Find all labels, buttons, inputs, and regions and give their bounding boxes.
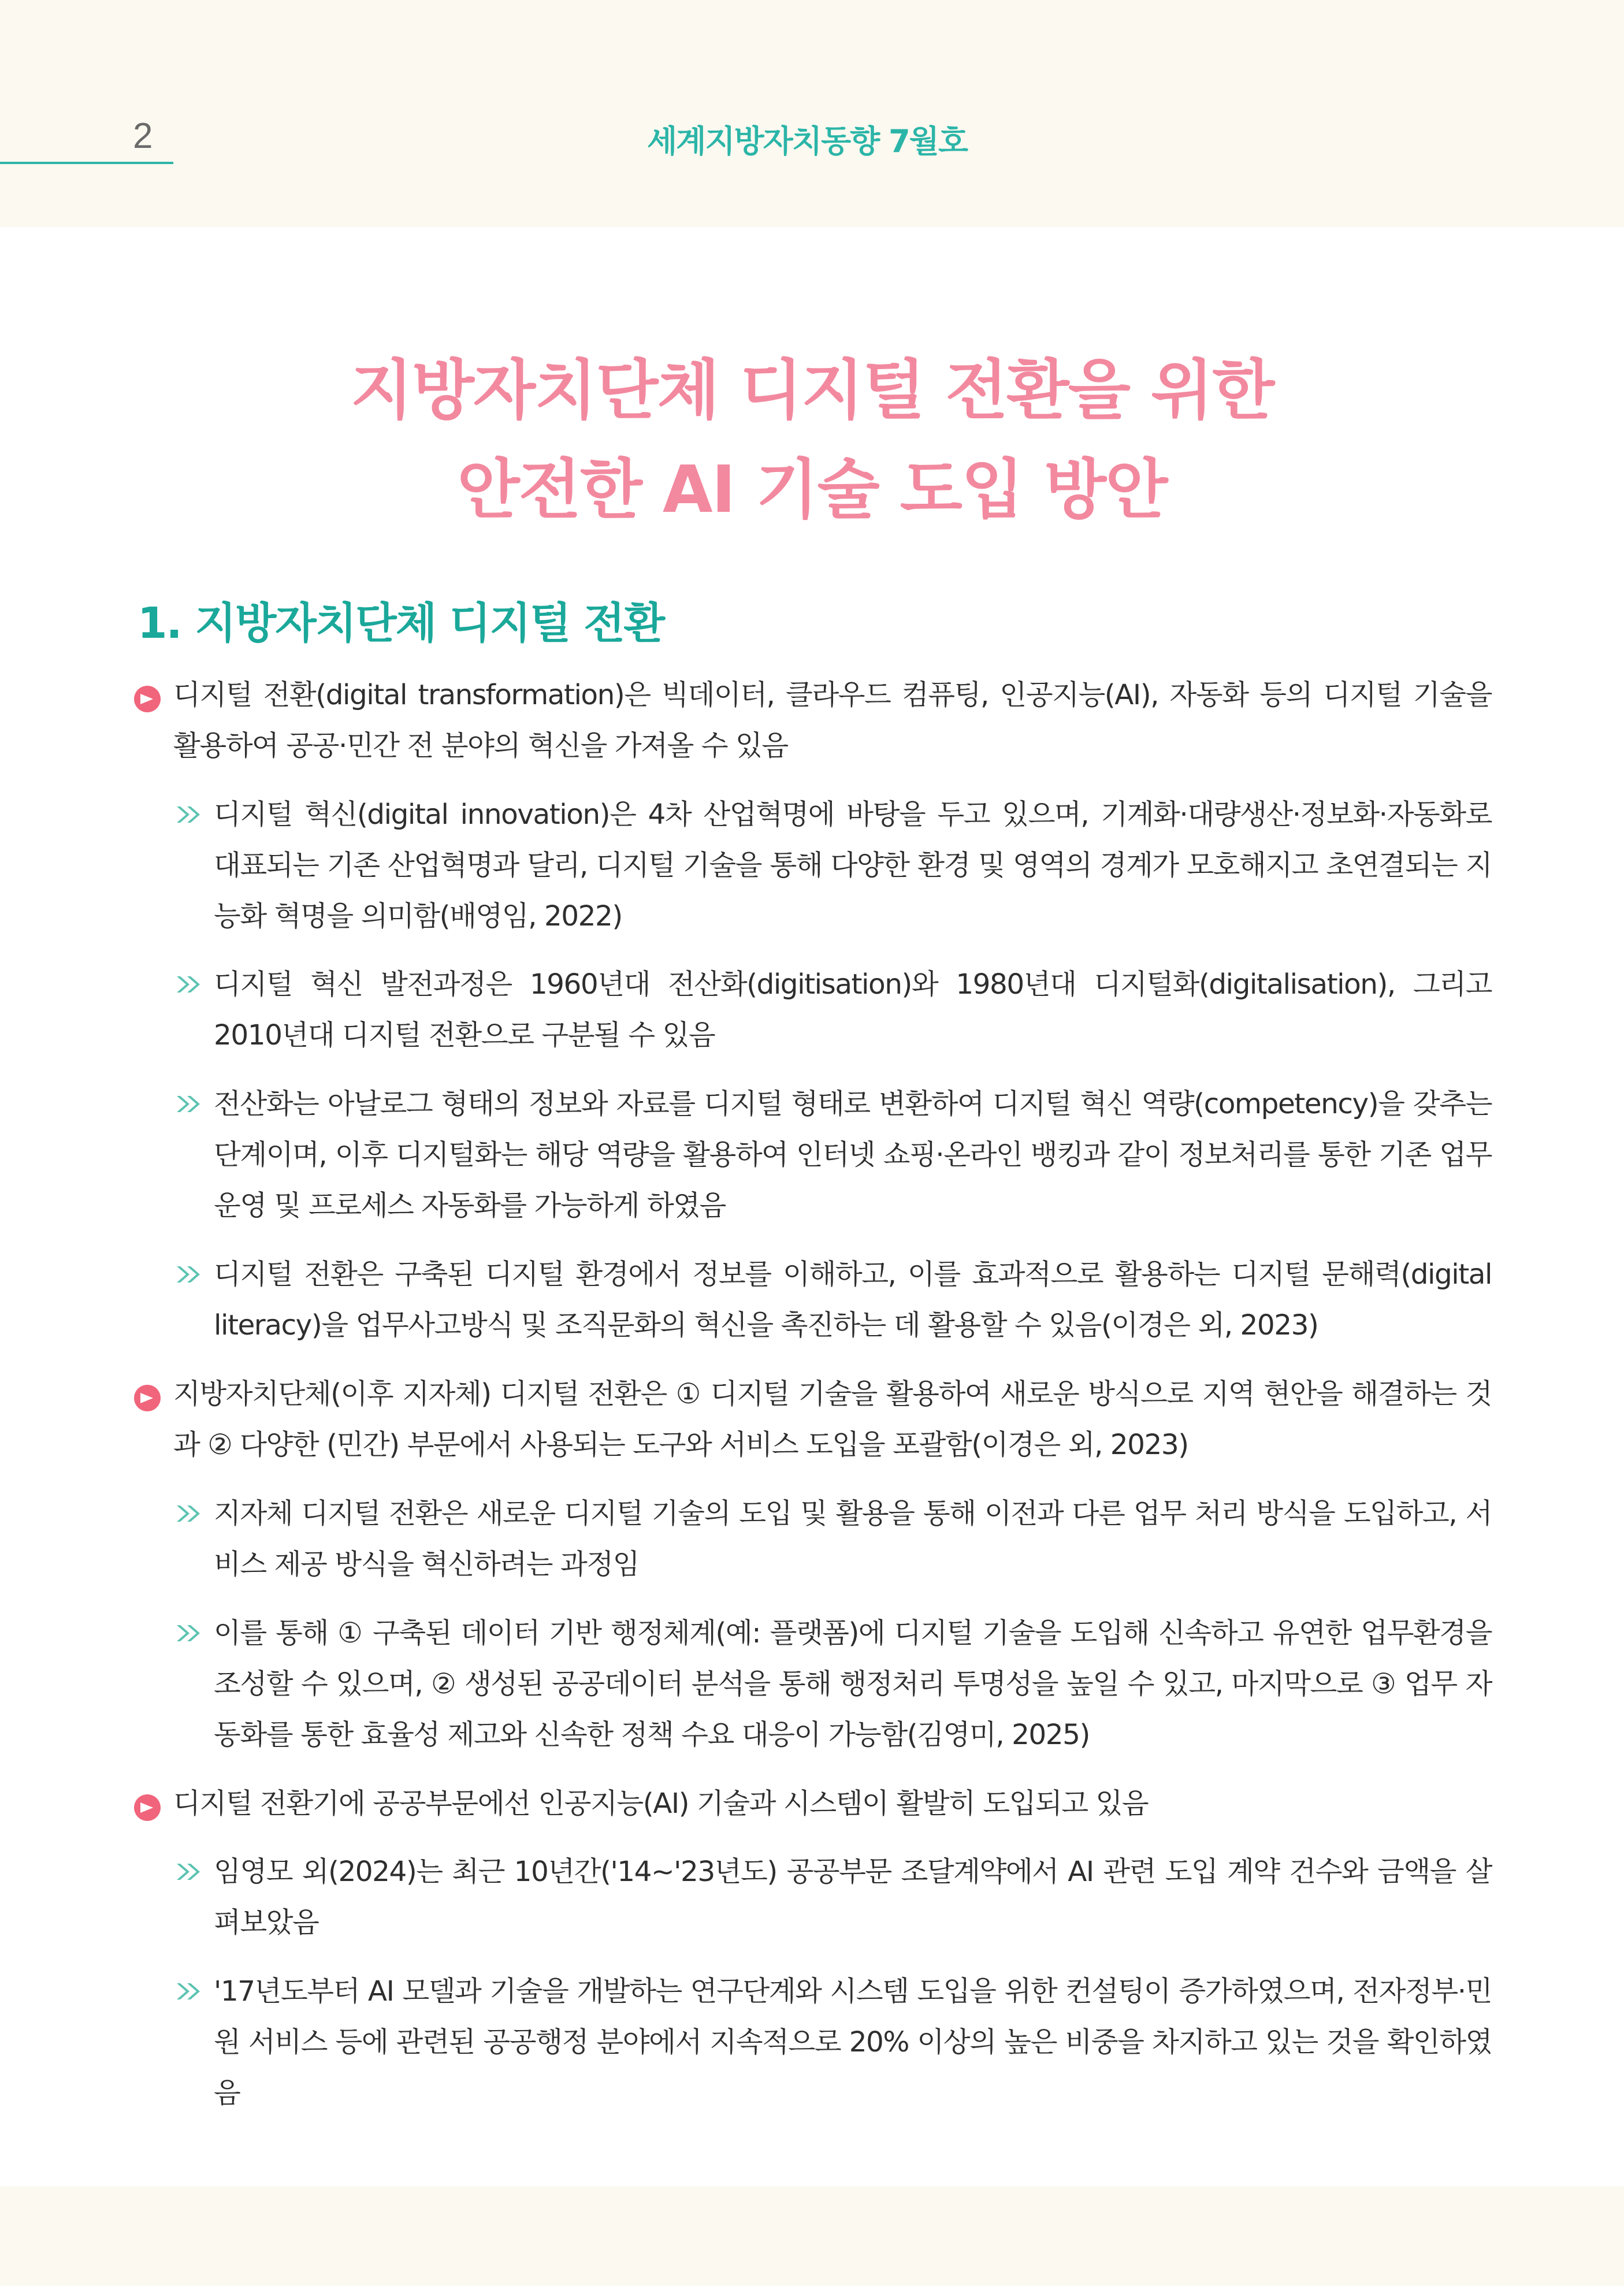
double-chevron-right-icon: [174, 975, 209, 994]
double-chevron-right-icon: [174, 1265, 209, 1284]
section-heading: 1. 지방자치단체 디지털 전환: [137, 599, 664, 648]
bullet-paragraph: 지방자치단체(이후 지자체) 디지털 전환은 ① 디지털 기술을 활용하여 새로운 방식으로 지역 현안을 해결하는 것과 ② 다양한 (민간) 부문에서 사용되는 도구와 서비스 도입을 포괄함(이경은 외, 2023): [173, 1378, 1492, 1461]
footer-band: [0, 2186, 1624, 2286]
sub-bullet-paragraph: 디지털 전환은 구축된 디지털 환경에서 정보를 이해하고, 이를 효과적으로 활용하는 디지털 문해력(digital literacy)을 업무사고방식 및 조직문화의 혁신을 촉진하는 데 활용할 수 있음(이경은 외, 2023): [214, 1258, 1492, 1341]
bullet-paragraph: 디지털 전환(digital transformation)은 빅데이터, 클라우드 컴퓨팅, 인공지능(AI), 자동화 등의 디지털 기술을 활용하여 공공·민간 전 분야의 혁신을 가져올 수 있음: [173, 679, 1492, 762]
document-title-line-2: 안전한 AI 기술 도입 방안: [457, 452, 1167, 527]
page-number: 2: [133, 116, 153, 156]
circle-arrow-right-icon: [134, 1794, 161, 1821]
header-rule: [0, 162, 173, 164]
sub-bullet-paragraph: 디지털 혁신 발전과정은 1960년대 전산화(digitisation)와 1980년대 디지털화(digitalisation), 그리고 2010년대 디지털 전환으로 구분될 수 있음: [214, 968, 1492, 1051]
document-title-line-1: 지방자치단체 디지털 전환을 위한: [350, 353, 1274, 428]
double-chevron-right-icon: [174, 1504, 209, 1523]
circle-arrow-right-icon: [134, 686, 161, 712]
sub-bullet-paragraph: 디지털 혁신(digital innovation)은 4차 산업혁명에 바탕을 두고 있으며, 기계화·대량생산·정보화·자동화로 대표되는 기존 산업혁명과 달리, 디지털 기술을 통해 다양한 환경 및 영역의 경계가 모호해지고 초연결되는 지능화 혁명을 의미함(배영임, 2022): [214, 798, 1492, 932]
sub-bullet-paragraph: 이를 통해 ① 구축된 데이터 기반 행정체계(예: 플랫폼)에 디지털 기술을 도입해 신속하고 유연한 업무환경을 조성할 수 있으며, ② 생성된 공공데이터 분석을 통해 행정처리 투명성을 높일 수 있고, 마지막으로 ③ 업무 자동화를 통한 효율성 제고와 신속한 정책 수요 대응이 가능함(김영미, 2025): [214, 1617, 1492, 1751]
header-band: [0, 0, 1624, 227]
double-chevron-right-icon: [174, 1982, 209, 2001]
sub-bullet-paragraph: '17년도부터 AI 모델과 기술을 개발하는 연구단계와 시스템 도입을 위한 컨설팅이 증가하였으며, 전자정부·민원 서비스 등에 관련된 공공행정 분야에서 지속적으로 20% 이상의 높은 비중을 차지하고 있는 것을 확인하였음: [214, 1975, 1492, 2109]
double-chevron-right-icon: [174, 805, 209, 824]
bullet-paragraph: 디지털 전환기에 공공부문에선 인공지능(AI) 기술과 시스템이 활발히 도입되고 있음: [173, 1787, 1149, 1820]
document-title: [0, 341, 1624, 540]
issue-title: 세계지방자치동향 7월호: [647, 123, 968, 159]
sub-bullet-paragraph: 전산화는 아날로그 형태의 정보와 자료를 디지털 형태로 변환하여 디지털 혁신 역량(competency)을 갖추는 단계이며, 이후 디지털화는 해당 역량을 활용하여 인터넷 쇼핑·온라인 뱅킹과 같이 정보처리를 통한 기존 업무 운영 및 프로세스 자동화를 가능하게 하였음: [214, 1088, 1492, 1222]
circle-arrow-right-icon: [134, 1385, 161, 1411]
double-chevron-right-icon: [174, 1863, 209, 1881]
sub-bullet-paragraph: 지자체 디지털 전환은 새로운 디지털 기술의 도입 및 활용을 통해 이전과 다른 업무 처리 방식을 도입하고, 서비스 제공 방식을 혁신하려는 과정임: [214, 1497, 1492, 1581]
sub-bullet-paragraph: 임영모 외(2024)는 최근 10년간('14~'23년도) 공공부문 조달계약에서 AI 관련 도입 계약 건수와 금액을 살펴보았음: [214, 1856, 1492, 1939]
double-chevron-right-icon: [174, 1095, 209, 1113]
double-chevron-right-icon: [174, 1624, 209, 1642]
